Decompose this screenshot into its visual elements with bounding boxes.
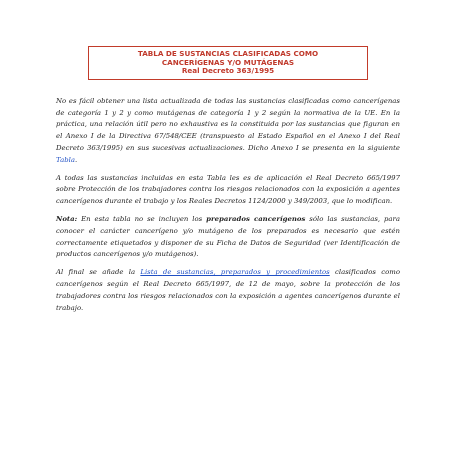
lista-link[interactable]: Lista (140, 268, 158, 277)
title-line-1: TABLA DE SUSTANCIAS CLASIFICADAS COMO (137, 49, 319, 58)
final-text-a: Al final se añade la (56, 268, 141, 277)
note-text-a: En esta tabla no se incluyen los (77, 214, 207, 223)
paragraph-intro-end: . (75, 155, 78, 164)
final-text-b: clasificados como cancerígenos según el Real Decreto 665/1997, de 12 de mayo, sobre la protección de los trabajadores contra los riesgos relacionados con la exposición a agentes cancerígenos durante el trabajo. (56, 268, 400, 312)
paragraph-intro-text: No es fácil obtener una lista actualizada de todas las sustancias clasificadas como cancerígenas de categoría 1 y 2 y como mutágenas de categoría 1 y 2 según la normativa de la UE. En la práctica, una relación útil pero no exhaustiva es la constituida por las sustancias que figuran en el Anexo I de la Directiva 67/548/CEE (transpuesto al Estado Español en el Anexo I del Real Decreto 363/1995) en sus sucesivas actualizaciones. Dicho Anexo I se presenta en la siguiente (56, 96, 400, 152)
title-line-2: CANCERÍGENAS Y/O MUTÁGENAS (161, 57, 295, 67)
note-bold-term: preparados cancerígenos (206, 214, 306, 223)
paragraph-application (56, 173, 400, 208)
document-page (56, 46, 400, 320)
note-text-b: sólo las sustancias, para conocer el carácter cancerígeno y/o mutágeno de los preparados es necesario que estén correctamente etiquetados y disponer de su Ficha de Datos de Seguridad (ver Identificación de productos cancerígenos y/o mutágenos). (56, 214, 400, 259)
sustancias-link[interactable]: de sustancias, preparados y procedimientos (162, 268, 330, 277)
paragraph-final (56, 267, 400, 314)
paragraph-note (56, 214, 400, 261)
paragraph-application-text: A todas las sustancias incluidas en esta Tabla les es de aplicación el Real Decreto 665/1997 sobre Protección de los trabajadores contra los riesgos relacionados con la exposición a agentes cancerígenos durante el trabajo y los Reales Decretos 1124/2000 y 349/2003, que lo modifican. (56, 173, 400, 206)
paragraph-intro (56, 96, 400, 167)
title-line-3: Real Decreto 363/1995 (181, 66, 275, 76)
document-body (56, 96, 400, 315)
tabla-link[interactable]: Tabla (56, 155, 75, 164)
note-label: Nota: (56, 214, 78, 223)
title-box (88, 46, 368, 80)
